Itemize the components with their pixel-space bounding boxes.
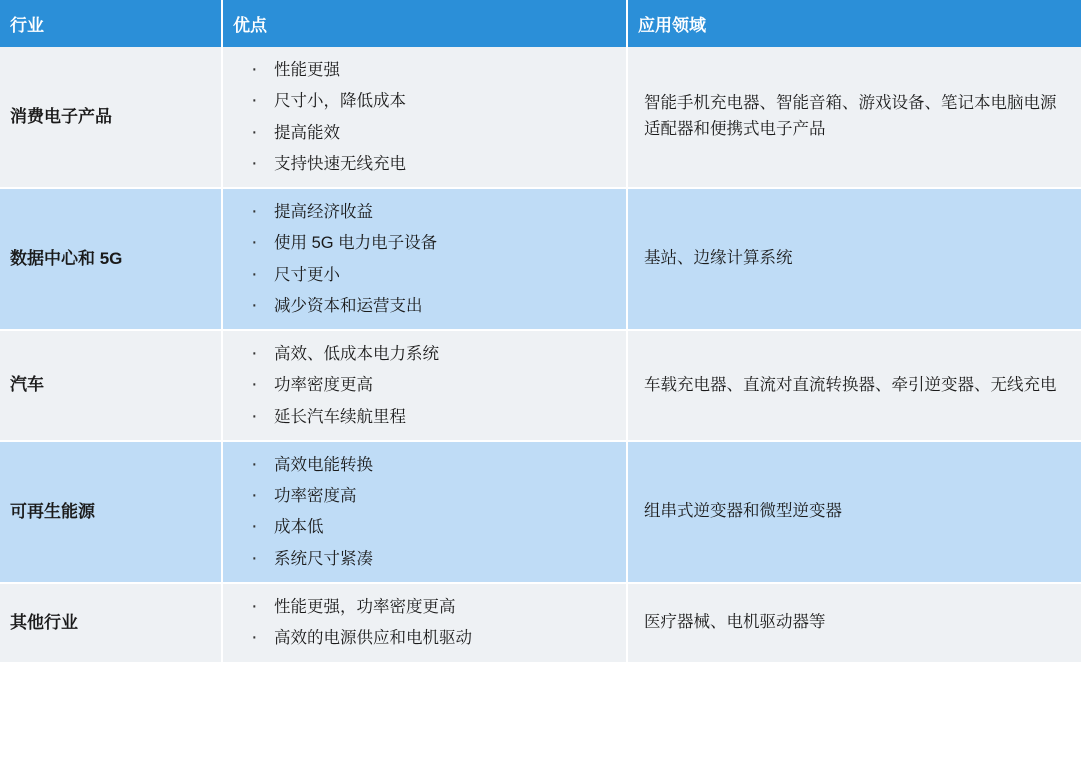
benefits-list xyxy=(241,343,614,428)
list-item: · 延长汽车续航里程 xyxy=(241,406,614,428)
cell-applications xyxy=(627,188,1081,330)
cell-benefits xyxy=(222,188,627,330)
applications-text: 基站、边缘计算系统 xyxy=(644,249,793,268)
list-item: · 高效电能转换 xyxy=(241,454,614,476)
cell-applications xyxy=(627,583,1081,663)
cell-applications xyxy=(627,330,1081,441)
benefits-list xyxy=(241,454,614,570)
table-header xyxy=(0,0,1081,47)
list-item: · 功率密度高 xyxy=(241,485,614,507)
cell-benefits xyxy=(222,47,627,188)
cell-industry: 消费电子产品 xyxy=(0,47,222,188)
list-item: · 性能更强，功率密度更高 xyxy=(241,596,614,618)
cell-industry: 可再生能源 xyxy=(0,441,222,583)
applications-text: 智能手机充电器、智能音箱、游戏设备、笔记本电脑电源适配器和便携式电子产品 xyxy=(644,94,1057,139)
list-item: · 提高经济收益 xyxy=(241,201,614,223)
cell-industry: 数据中心和 5G xyxy=(0,188,222,330)
applications-text: 医疗器械、电机驱动器等 xyxy=(644,612,826,631)
benefits-list xyxy=(241,59,614,175)
cell-industry: 其他行业 xyxy=(0,583,222,663)
applications-text: 组串式逆变器和微型逆变器 xyxy=(644,502,842,521)
cell-benefits xyxy=(222,330,627,441)
list-item: · 成本低 xyxy=(241,516,614,538)
table-header-row xyxy=(0,0,1081,47)
column-header-industry: 行业 xyxy=(0,0,222,47)
list-item: · 尺寸小，降低成本 xyxy=(241,90,614,112)
list-item: · 高效的电源供应和电机驱动 xyxy=(241,627,614,649)
list-item: · 使用 5G 电力电子设备 xyxy=(241,232,614,254)
cell-benefits xyxy=(222,583,627,663)
cell-applications xyxy=(627,441,1081,583)
table-row xyxy=(0,441,1081,583)
list-item: · 尺寸更小 xyxy=(241,264,614,286)
table-row xyxy=(0,188,1081,330)
cell-applications xyxy=(627,47,1081,188)
list-item: · 支持快速无线充电 xyxy=(241,153,614,175)
column-header-benefits: 优点 xyxy=(222,0,627,47)
list-item: · 提高能效 xyxy=(241,122,614,144)
benefits-list xyxy=(241,201,614,317)
table-row xyxy=(0,583,1081,663)
cell-benefits xyxy=(222,441,627,583)
table-row xyxy=(0,330,1081,441)
column-header-applications: 应用领域 xyxy=(627,0,1081,47)
list-item: · 功率密度更高 xyxy=(241,374,614,396)
table-row xyxy=(0,47,1081,188)
table-body xyxy=(0,47,1081,663)
applications-text: 车载充电器、直流对直流转换器、牵引逆变器、无线充电 xyxy=(644,375,1057,394)
list-item: · 性能更强 xyxy=(241,59,614,81)
list-item: · 系统尺寸紧凑 xyxy=(241,548,614,570)
list-item: · 高效、低成本电力系统 xyxy=(241,343,614,365)
list-item: · 减少资本和运营支出 xyxy=(241,295,614,317)
cell-industry: 汽车 xyxy=(0,330,222,441)
benefits-list xyxy=(241,596,614,650)
